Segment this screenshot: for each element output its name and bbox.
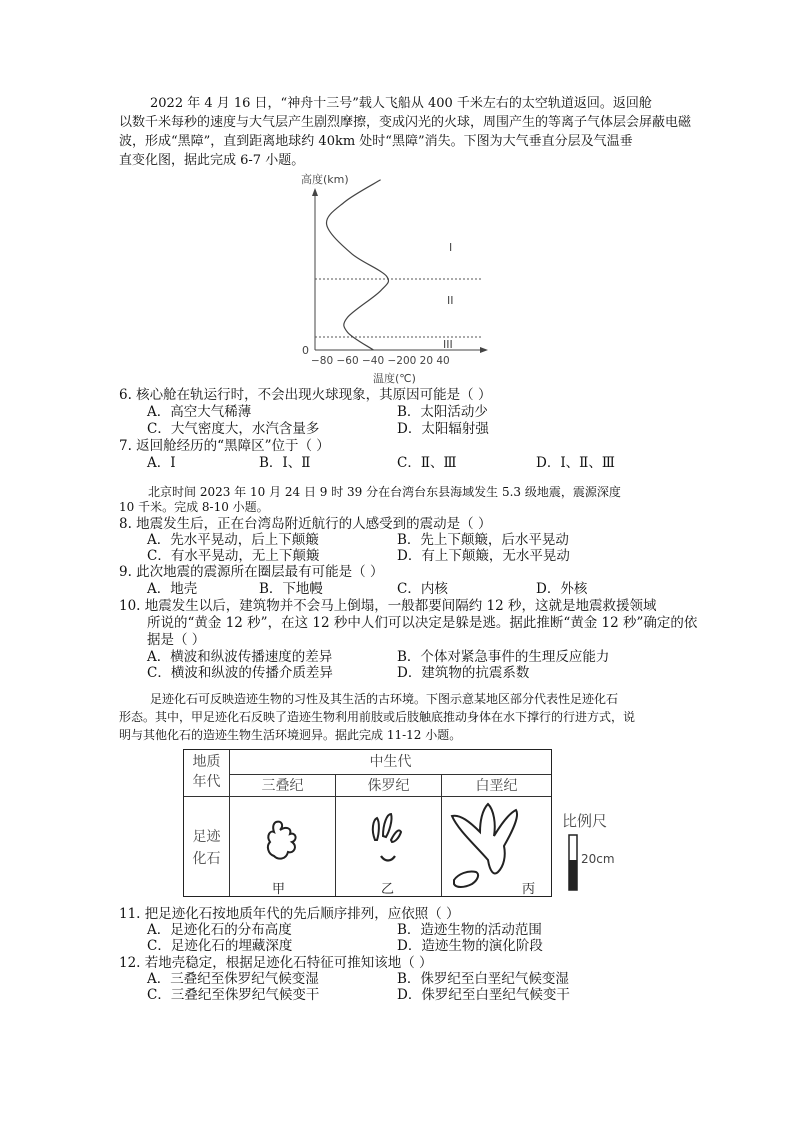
q12-option-a[interactable]: A．三叠纪至侏罗纪气候变湿 [147,971,319,987]
layer-label-3: III [443,338,453,351]
atmosphere-chart [285,168,505,386]
q11-option-c[interactable]: C．足迹化石的埋藏深度 [147,938,293,954]
layer-label-2: II [447,294,454,307]
q7-option-a[interactable]: A．Ⅰ [147,455,176,471]
q12-option-c[interactable]: C．三叠纪至侏罗纪气候变干 [147,987,320,1003]
fossil-yi-footprint [367,810,407,870]
q10-stem-line-2: 所说的“黄金 12 秒”，在这 12 秒中人们可以决定是躲是逃。据此推断“黄金 12 秒”确定的依 [147,615,698,631]
q7-option-c[interactable]: C．Ⅱ、Ⅲ [397,455,457,471]
q11-option-b[interactable]: B．造迹生物的活动范围 [397,922,542,938]
intro1-line-3: 波，形成“黑障”，直到距离地球约 40km 处时“黑障”消失。下图为大气垂直分层及气温垂 [119,134,633,149]
q10-stem-line-1: 10. 地震发生以后，建筑物并不会马上倒塌，一般都要间隔约 12 秒，这就是地震救援领域 [119,598,657,614]
fossil-label-bing: 丙 [522,882,536,897]
fossil-row-label: 足迹 化石 [192,829,221,867]
period-triassic: 三叠纪 [261,778,304,794]
chart-ylabel: 高度(km) [301,173,349,186]
intro1-line-1: 2022 年 4 月 16 日，“神舟十三号”载人飞船从 400 千米左右的太空轨道返回。返回舱 [150,96,652,111]
period-cretaceous: 白垩纪 [475,778,518,794]
x-axis-arrow [480,347,488,353]
q12-option-b[interactable]: B．侏罗纪至白垩纪气候变湿 [397,971,569,987]
q6-stem: 6. 核心舱在轨运行时，不会出现火球现象，其原因可能是（ ） [119,387,492,403]
q6-option-b[interactable]: B．太阳活动少 [397,404,488,420]
q11-option-a[interactable]: A．足迹化石的分布高度 [147,922,292,938]
layer-label-1: I [449,241,453,254]
q7-option-b[interactable]: B．Ⅰ、Ⅱ [259,455,311,471]
q12-option-d[interactable]: D．侏罗纪至白垩纪气候变干 [397,987,570,1003]
q6-option-c[interactable]: C．大气密度大，水汽含量多 [147,421,320,437]
intro2-line-1: 北京时间 2023 年 10 月 24 日 9 时 39 分在台湾台东县海域发生 5.3 级地震，震源深度 [148,485,621,499]
q8-option-b[interactable]: B．先上下颠簸，后水平晃动 [397,532,569,548]
fossil-label-yi: 乙 [381,882,395,897]
row-divider-header [230,774,551,775]
intro1-line-2: 以数千米每秒的速度与大气层产生剧烈摩擦，变成闪光的火球，周围产生的等离子气体层会屏蔽电磁 [119,115,692,130]
intro3-line-2: 形态。其中，甲足迹化石反映了造迹生物利用前肢或后肢触底推动身体在水下撑行的行进方式，说 [119,710,636,724]
intro1-line-4: 直变化图，据此完成 6-7 小题。 [119,153,305,168]
q10-stem-line-3: 据是（ ） [147,632,206,648]
chart-xlabel: 温度(℃) [373,372,416,385]
y-origin-label: 0 [302,344,309,357]
temperature-curve [327,180,389,350]
intro3-line-1: 足迹化石可反映造迹生物的习性及其生活的古环境。下图示意某地区部分代表性足迹化石 [150,692,619,706]
row-divider-main [184,796,551,797]
x-tick-labels: −80 −60 −40 −200 20 40 [311,355,450,367]
q11-option-d[interactable]: D．造迹生物的演化阶段 [397,938,543,954]
fossil-label-jia: 甲 [272,882,286,897]
q9-option-b[interactable]: B．下地幔 [259,581,323,597]
q8-option-a[interactable]: A．先水平晃动，后上下颠簸 [147,532,319,548]
q12-stem: 12. 若地壳稳定，根据足迹化石特征可推知该地（ ） [119,955,433,971]
q8-stem: 8. 地震发生后，正在台湾岛附近航行的人感受到的震动是（ ） [119,516,492,532]
period-jurassic: 侏罗纪 [367,778,410,794]
intro3-line-3: 明与其他化石的造迹生物生活环境迥异。据此完成 11-12 小题。 [119,728,462,742]
q7-option-d[interactable]: D．Ⅰ、Ⅱ、Ⅲ [536,455,615,471]
scale-title: 比例尺 [562,812,608,830]
q7-stem: 7. 返回舱经历的“黑障区”位于（ ） [119,438,330,454]
q10-option-d[interactable]: D．建筑物的抗震系数 [397,665,530,681]
q6-option-d[interactable]: D．太阳辐射强 [397,421,489,437]
fossil-table [183,749,552,897]
era-label: 地质 年代 [192,754,221,790]
scale-value: 20cm [581,852,615,866]
q9-option-d[interactable]: D．外核 [536,581,588,597]
fossil-jia-footprint [262,818,302,866]
q10-option-b[interactable]: B．个体对紧急事件的生理反应能力 [397,649,610,665]
q8-option-d[interactable]: D．有上下颠簸，无水平晃动 [397,548,570,564]
intro2-line-2: 10 千米。完成 8-10 小题。 [119,500,269,514]
q8-option-c[interactable]: C．有水平晃动，无上下颠簸 [147,548,320,564]
scale-bar [568,834,580,892]
q9-option-a[interactable]: A．地壳 [147,581,198,597]
q10-option-c[interactable]: C．横波和纵波的传播介质差异 [147,665,333,681]
q11-stem: 11. 把足迹化石按地质年代的先后顺序排列，应依照（ ） [119,906,460,922]
q10-option-a[interactable]: A．横波和纵波传播速度的差异 [147,649,333,665]
q9-option-c[interactable]: C．内核 [397,581,448,597]
q6-option-a[interactable]: A．高空大气稀薄 [147,404,252,420]
q9-stem: 9. 此次地震的震源所在圈层最有可能是（ ） [119,564,384,580]
y-axis-arrow [312,188,318,196]
mesozoic-label: 中生代 [369,754,412,770]
